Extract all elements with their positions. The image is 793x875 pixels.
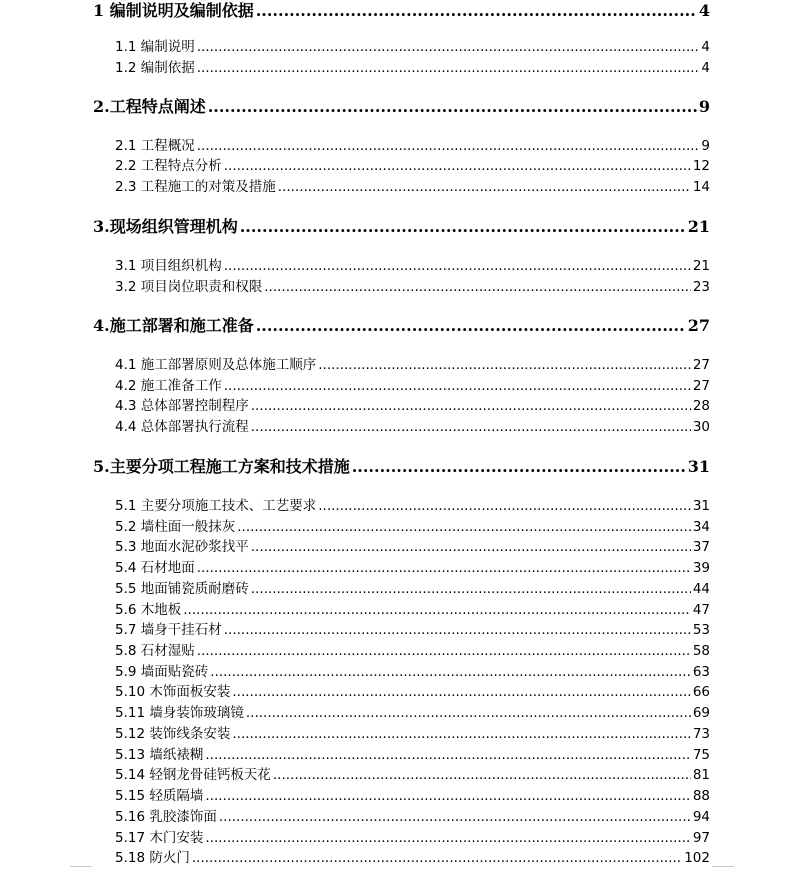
toc-item-page: 37 xyxy=(692,539,710,555)
toc-heading-page: 27 xyxy=(687,316,710,335)
toc-item xyxy=(115,256,710,276)
toc-item-page: 14 xyxy=(692,179,710,195)
dot-leader xyxy=(237,517,691,537)
toc-item-title: 5.9 墙面贴瓷砖 xyxy=(115,664,209,680)
toc-item xyxy=(115,558,710,578)
toc-item-page: 27 xyxy=(692,378,710,394)
toc-item-title: 5.6 木地板 xyxy=(115,602,182,618)
toc-heading xyxy=(93,216,710,238)
toc-item xyxy=(115,58,710,78)
dot-leader xyxy=(197,558,691,578)
toc-heading-title: 3.现场组织管理机构 xyxy=(93,217,238,236)
toc-item-page: 4 xyxy=(701,39,710,55)
dot-leader xyxy=(264,277,691,297)
toc-item-title: 2.3 工程施工的对策及措施 xyxy=(115,179,276,195)
toc-item-page: 4 xyxy=(701,60,710,76)
toc-item-page: 102 xyxy=(684,850,710,866)
dot-leader xyxy=(318,355,691,375)
toc-heading xyxy=(93,0,710,22)
toc-heading xyxy=(93,96,710,118)
dot-leader xyxy=(278,177,691,197)
dot-leader xyxy=(251,396,691,416)
toc-item-page: 47 xyxy=(692,602,710,618)
toc-item xyxy=(115,600,710,620)
dot-leader xyxy=(251,579,691,599)
toc-item-title: 5.7 墙身干挂石材 xyxy=(115,622,222,638)
dot-leader xyxy=(224,156,691,176)
toc-item xyxy=(115,848,710,868)
toc-item-title: 1.2 编制依据 xyxy=(115,60,195,76)
toc-item-title: 5.18 防火门 xyxy=(115,850,190,866)
toc-item-title: 4.2 施工准备工作 xyxy=(115,378,222,394)
toc-item xyxy=(115,765,710,785)
toc-item xyxy=(115,136,710,156)
dot-leader xyxy=(318,496,691,516)
toc-item-title: 5.12 装饰线条安装 xyxy=(115,726,231,742)
toc-item-page: 88 xyxy=(692,788,710,804)
dot-leader xyxy=(232,724,690,744)
toc-item xyxy=(115,703,710,723)
toc-item xyxy=(115,376,710,396)
toc-item-page: 30 xyxy=(692,419,710,435)
toc-item xyxy=(115,537,710,557)
toc-item-title: 5.2 墙柱面一般抹灰 xyxy=(115,519,236,535)
toc-item xyxy=(115,641,710,661)
toc-item-title: 4.4 总体部署执行流程 xyxy=(115,419,249,435)
dot-leader xyxy=(251,537,691,557)
toc-item-page: 94 xyxy=(692,809,710,825)
dot-leader xyxy=(232,682,690,702)
toc-item-page: 73 xyxy=(692,726,710,742)
toc-item xyxy=(115,724,710,744)
dot-leader xyxy=(210,662,691,682)
toc-item-page: 69 xyxy=(692,705,710,721)
toc-item-page: 27 xyxy=(692,357,710,373)
toc-item-title: 2.1 工程概况 xyxy=(115,138,195,154)
toc-item xyxy=(115,417,710,437)
toc-item-title: 5.5 地面铺瓷质耐磨砖 xyxy=(115,581,249,597)
toc-item-title: 5.14 轻钢龙骨硅钙板天花 xyxy=(115,767,271,783)
toc-item-title: 5.17 木门安装 xyxy=(115,830,204,846)
toc-item-title: 2.2 工程特点分析 xyxy=(115,158,222,174)
toc-heading xyxy=(93,456,710,478)
toc-item-title: 3.2 项目岗位职责和权限 xyxy=(115,279,263,295)
toc-item-page: 12 xyxy=(692,158,710,174)
dot-leader xyxy=(183,600,691,620)
dot-leader xyxy=(205,745,690,765)
toc-item-title: 5.3 地面水泥砂浆找平 xyxy=(115,539,249,555)
dot-leader xyxy=(208,96,697,118)
dot-leader xyxy=(205,828,690,848)
dot-leader xyxy=(197,641,691,661)
dot-leader xyxy=(197,58,700,78)
toc-heading-page: 21 xyxy=(687,217,710,236)
toc-heading-title: 1 编制说明及编制依据 xyxy=(93,1,254,20)
toc-item-title: 5.1 主要分项施工技术、工艺要求 xyxy=(115,498,317,514)
toc-item xyxy=(115,517,710,537)
dot-leader xyxy=(240,216,686,238)
toc-item-page: 53 xyxy=(692,622,710,638)
toc-heading-page: 9 xyxy=(698,97,710,116)
toc-item-page: 44 xyxy=(692,581,710,597)
toc-item-title: 5.4 石材地面 xyxy=(115,560,195,576)
toc-item-title: 5.11 墙身装饰玻璃镜 xyxy=(115,705,244,721)
toc-item-title: 1.1 编制说明 xyxy=(115,39,195,55)
toc-item xyxy=(115,396,710,416)
dot-leader xyxy=(224,620,691,640)
dot-leader xyxy=(224,376,691,396)
toc-item-title: 5.15 轻质隔墙 xyxy=(115,788,204,804)
toc-item xyxy=(115,662,710,682)
toc-item-title: 4.3 总体部署控制程序 xyxy=(115,398,249,414)
toc-heading xyxy=(93,315,710,337)
toc-item xyxy=(115,807,710,827)
toc-heading-page: 4 xyxy=(698,1,710,20)
toc-item xyxy=(115,37,710,57)
dot-leader xyxy=(197,136,700,156)
dot-leader xyxy=(256,315,686,337)
toc-item xyxy=(115,177,710,197)
dot-leader xyxy=(251,417,691,437)
dot-leader xyxy=(197,37,700,57)
toc-item-page: 28 xyxy=(692,398,710,414)
dot-leader xyxy=(205,786,690,806)
dot-leader xyxy=(224,256,691,276)
toc-item-title: 3.1 项目组织机构 xyxy=(115,258,222,274)
toc-heading-title: 5.主要分项工程施工方案和技术措施 xyxy=(93,457,350,476)
toc-item xyxy=(115,156,710,176)
toc-item-page: 21 xyxy=(692,258,710,274)
toc-item-title: 5.8 石材湿贴 xyxy=(115,643,195,659)
toc-item-page: 39 xyxy=(692,560,710,576)
dot-leader xyxy=(192,848,682,868)
toc-item xyxy=(115,355,710,375)
toc-heading-page: 31 xyxy=(687,457,710,476)
dot-leader xyxy=(219,807,691,827)
dot-leader xyxy=(352,456,686,478)
toc-item xyxy=(115,745,710,765)
toc-item-page: 31 xyxy=(692,498,710,514)
toc-heading-title: 4.施工部署和施工准备 xyxy=(93,316,254,335)
toc-item-page: 23 xyxy=(692,279,710,295)
toc-item-title: 4.1 施工部署原则及总体施工顺序 xyxy=(115,357,317,373)
toc-item-page: 75 xyxy=(692,747,710,763)
toc-item-page: 34 xyxy=(692,519,710,535)
toc-item-page: 81 xyxy=(692,767,710,783)
toc-item-title: 5.10 木饰面板安装 xyxy=(115,684,231,700)
toc-item xyxy=(115,828,710,848)
dot-leader xyxy=(246,703,691,723)
toc-item xyxy=(115,786,710,806)
toc-item-title: 5.16 乳胶漆饰面 xyxy=(115,809,217,825)
toc-item-page: 58 xyxy=(692,643,710,659)
toc-heading-title: 2.工程特点阐述 xyxy=(93,97,206,116)
toc-item xyxy=(115,579,710,599)
toc-item xyxy=(115,620,710,640)
dot-leader xyxy=(273,765,691,785)
toc-item-page: 63 xyxy=(692,664,710,680)
toc-item-page: 97 xyxy=(692,830,710,846)
toc-item-page: 66 xyxy=(692,684,710,700)
toc-item xyxy=(115,277,710,297)
toc-item xyxy=(115,682,710,702)
toc-item-page: 9 xyxy=(701,138,710,154)
dot-leader xyxy=(256,0,697,22)
toc-item-title: 5.13 墙纸裱糊 xyxy=(115,747,204,763)
toc-item xyxy=(115,496,710,516)
